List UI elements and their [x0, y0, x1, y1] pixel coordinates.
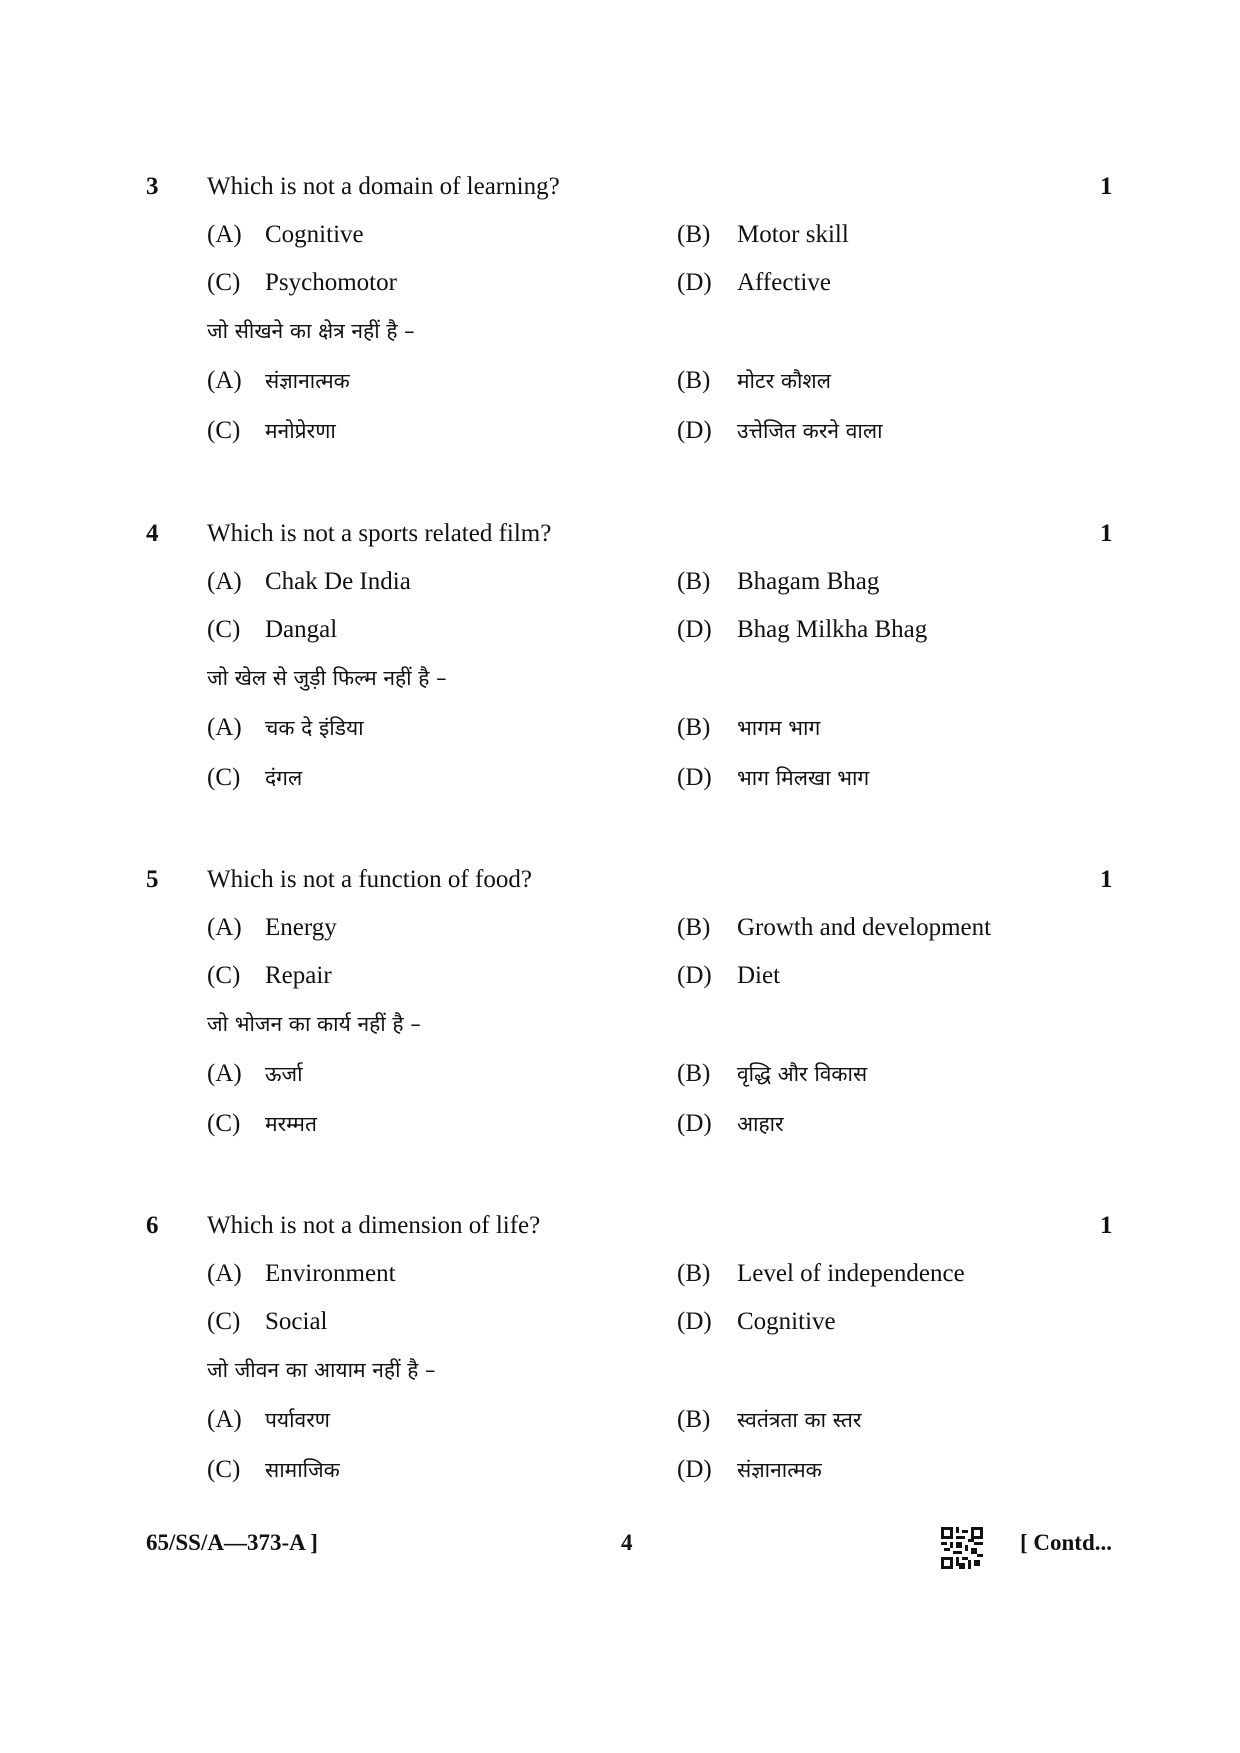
option-english-label: (D) — [677, 616, 712, 643]
option-hindi-text: दंगल — [265, 766, 303, 790]
option-hindi-label: (A) — [207, 1060, 242, 1087]
option-hindi-text: पर्यावरण — [265, 1408, 330, 1432]
option-english-text: Affective — [737, 269, 831, 296]
option-hindi-text: संज्ञानात्मक — [265, 369, 350, 393]
option-english-label: (C) — [207, 269, 241, 296]
option-hindi-label: (C) — [207, 417, 241, 444]
option-hindi-label: (A) — [207, 714, 242, 741]
option-english-text: Environment — [265, 1260, 396, 1287]
option-hindi-text: मनोप्रेरणा — [265, 419, 336, 443]
question-text-english: Which is not a domain of learning? — [207, 173, 560, 200]
paper-code: 65/SS/A—373-A ] — [146, 1530, 318, 1555]
option-english-text: Social — [265, 1308, 328, 1335]
option-english-label: (A) — [207, 221, 242, 248]
option-hindi-label: (B) — [677, 367, 711, 394]
question-text-hindi: जो भोजन का कार्य नहीं है – — [207, 1012, 421, 1036]
option-english-text: Chak De India — [265, 568, 411, 595]
option-english-text: Bhag Milkha Bhag — [737, 616, 928, 643]
option-hindi-label: (D) — [677, 1110, 712, 1137]
option-english-label: (A) — [207, 914, 242, 941]
option-hindi-label: (D) — [677, 417, 712, 444]
option-english-text: Psychomotor — [265, 269, 397, 296]
option-hindi-text: भाग मिलखा भाग — [737, 766, 870, 790]
option-english-text: Cognitive — [737, 1308, 836, 1335]
option-english-text: Growth and development — [737, 914, 992, 941]
question-number: 6 — [146, 1212, 159, 1239]
option-hindi-text: आहार — [737, 1112, 784, 1136]
option-english-text: Bhagam Bhag — [737, 568, 880, 595]
option-hindi-label: (A) — [207, 1406, 242, 1433]
option-hindi-label: (D) — [677, 764, 712, 791]
question-marks: 1 — [1100, 866, 1113, 893]
question-text-english: Which is not a dimension of life? — [207, 1212, 541, 1239]
option-english-text: Diet — [737, 962, 781, 989]
question-number: 5 — [146, 866, 159, 893]
question-text-hindi: जो सीखने का क्षेत्र नहीं है – — [207, 319, 415, 343]
option-english-label: (D) — [677, 962, 712, 989]
continued-label: [ Contd... — [1020, 1530, 1113, 1555]
option-hindi-label: (D) — [677, 1456, 712, 1483]
question-marks: 1 — [1100, 520, 1113, 547]
option-english-text: Cognitive — [265, 221, 364, 248]
option-english-label: (C) — [207, 616, 241, 643]
option-english-label: (D) — [677, 1308, 712, 1335]
option-hindi-label: (B) — [677, 714, 711, 741]
option-hindi-text: उत्तेजित करने वाला — [737, 419, 883, 443]
option-english-text: Dangal — [265, 616, 338, 643]
option-english-label: (B) — [677, 221, 711, 248]
option-english-label: (C) — [207, 1308, 241, 1335]
option-hindi-text: चक दे इंडिया — [265, 716, 364, 740]
option-hindi-text: भागम भाग — [737, 716, 821, 740]
question-text-english: Which is not a sports related film? — [207, 520, 552, 547]
option-english-label: (A) — [207, 568, 242, 595]
option-english-label: (C) — [207, 962, 241, 989]
option-english-label: (B) — [677, 1260, 711, 1287]
option-hindi-label: (A) — [207, 367, 242, 394]
question-marks: 1 — [1100, 173, 1113, 200]
question-text-english: Which is not a function of food? — [207, 866, 532, 893]
option-hindi-text: ऊर्जा — [265, 1062, 303, 1086]
option-english-label: (A) — [207, 1260, 242, 1287]
question-text-hindi: जो खेल से जुड़ी फिल्म नहीं है – — [207, 666, 447, 690]
qr-code-icon — [941, 1527, 983, 1569]
question-number: 3 — [146, 173, 159, 200]
option-hindi-text: मरम्मत — [265, 1112, 317, 1136]
option-english-text: Repair — [265, 962, 332, 989]
option-hindi-label: (C) — [207, 764, 241, 791]
question-text-hindi: जो जीवन का आयाम नहीं है – — [207, 1358, 436, 1382]
option-hindi-label: (C) — [207, 1456, 241, 1483]
option-hindi-text: संज्ञानात्मक — [737, 1458, 822, 1482]
option-hindi-label: (B) — [677, 1406, 711, 1433]
option-english-label: (B) — [677, 914, 711, 941]
page-number: 4 — [621, 1530, 633, 1555]
option-hindi-label: (C) — [207, 1110, 241, 1137]
option-english-text: Energy — [265, 914, 337, 941]
option-hindi-label: (B) — [677, 1060, 711, 1087]
option-english-text: Motor skill — [737, 221, 849, 248]
option-english-label: (D) — [677, 269, 712, 296]
question-marks: 1 — [1100, 1212, 1113, 1239]
option-english-label: (B) — [677, 568, 711, 595]
option-hindi-text: मोटर कौशल — [737, 369, 831, 393]
option-hindi-text: सामाजिक — [265, 1458, 340, 1482]
option-hindi-text: वृद्धि और विकास — [737, 1062, 868, 1086]
option-english-text: Level of independence — [737, 1260, 965, 1287]
question-number: 4 — [146, 520, 159, 547]
option-hindi-text: स्वतंत्रता का स्तर — [737, 1408, 862, 1432]
